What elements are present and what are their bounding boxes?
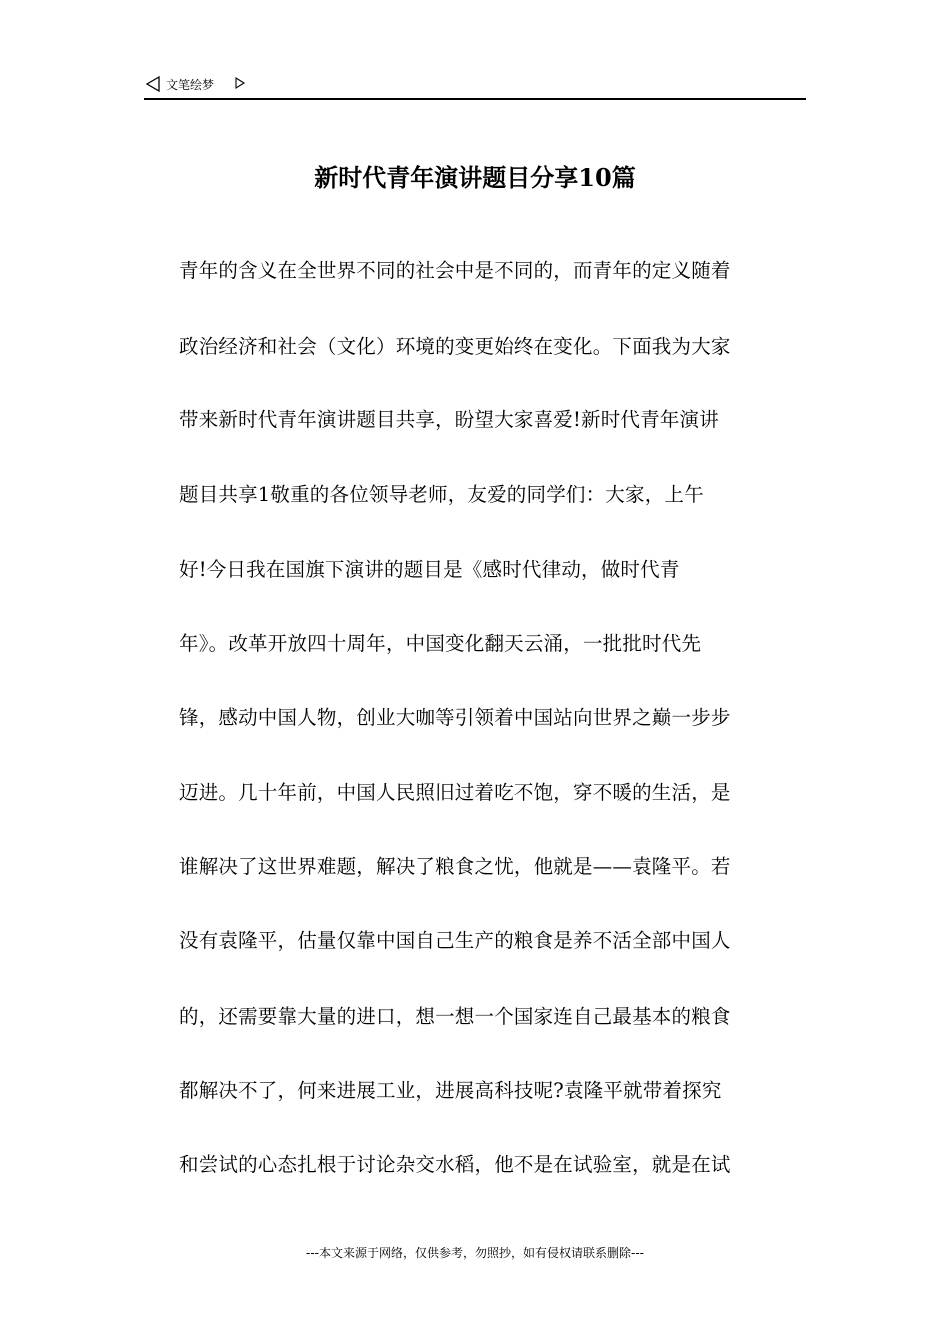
body-line: 好!今日我在国旗下演讲的题目是《感时代律动，做时代青 xyxy=(179,558,680,581)
page-header xyxy=(144,74,806,100)
document-title: 新时代青年演讲题目分享10篇 xyxy=(314,163,636,192)
body-line: 锋，感动中国人物，创业大咖等引领着中国站向世界之巅一步步 xyxy=(179,706,731,729)
footer-disclaimer: ---本文来源于网络，仅供参考，勿照抄，如有侵权请联系删除--- xyxy=(306,1246,644,1260)
body-line: 和尝试的心态扎根于讨论杂交水稻，他不是在试验室，就是在试 xyxy=(179,1153,731,1176)
body-line: 带来新时代青年演讲题目共享，盼望大家喜爱!新时代青年演讲 xyxy=(179,408,719,431)
body-line: 都解决不了，何来进展工业，进展高科技呢?袁隆平就带着探究 xyxy=(179,1079,722,1102)
triangle-left-icon xyxy=(144,75,162,93)
triangle-right-icon xyxy=(234,77,246,89)
body-line: 的，还需要靠大量的进口，想一想一个国家连自己最基本的粮食 xyxy=(179,1005,731,1028)
body-line: 题目共享1敬重的各位领导老师，友爱的同学们：大家，上午 xyxy=(179,483,704,506)
brand-label: 文笔绘梦 xyxy=(166,78,215,92)
body-line: 谁解决了这世界难题，解决了粮食之忧，他就是——袁隆平。若 xyxy=(179,855,731,878)
body-line: 年》。改革开放四十周年，中国变化翻天云涌，一批批时代先 xyxy=(179,632,702,655)
body-line: 政治经济和社会（文化）环境的变更始终在变化。下面我为大家 xyxy=(179,335,731,358)
body-line: 迈进。几十年前，中国人民照旧过着吃不饱，穿不暖的生活，是 xyxy=(179,781,731,804)
body-line: 青年的含义在全世界不同的社会中是不同的，而青年的定义随着 xyxy=(179,259,731,282)
body-line: 没有袁隆平，估量仅靠中国自己生产的粮食是养不活全部中国人 xyxy=(179,929,731,952)
